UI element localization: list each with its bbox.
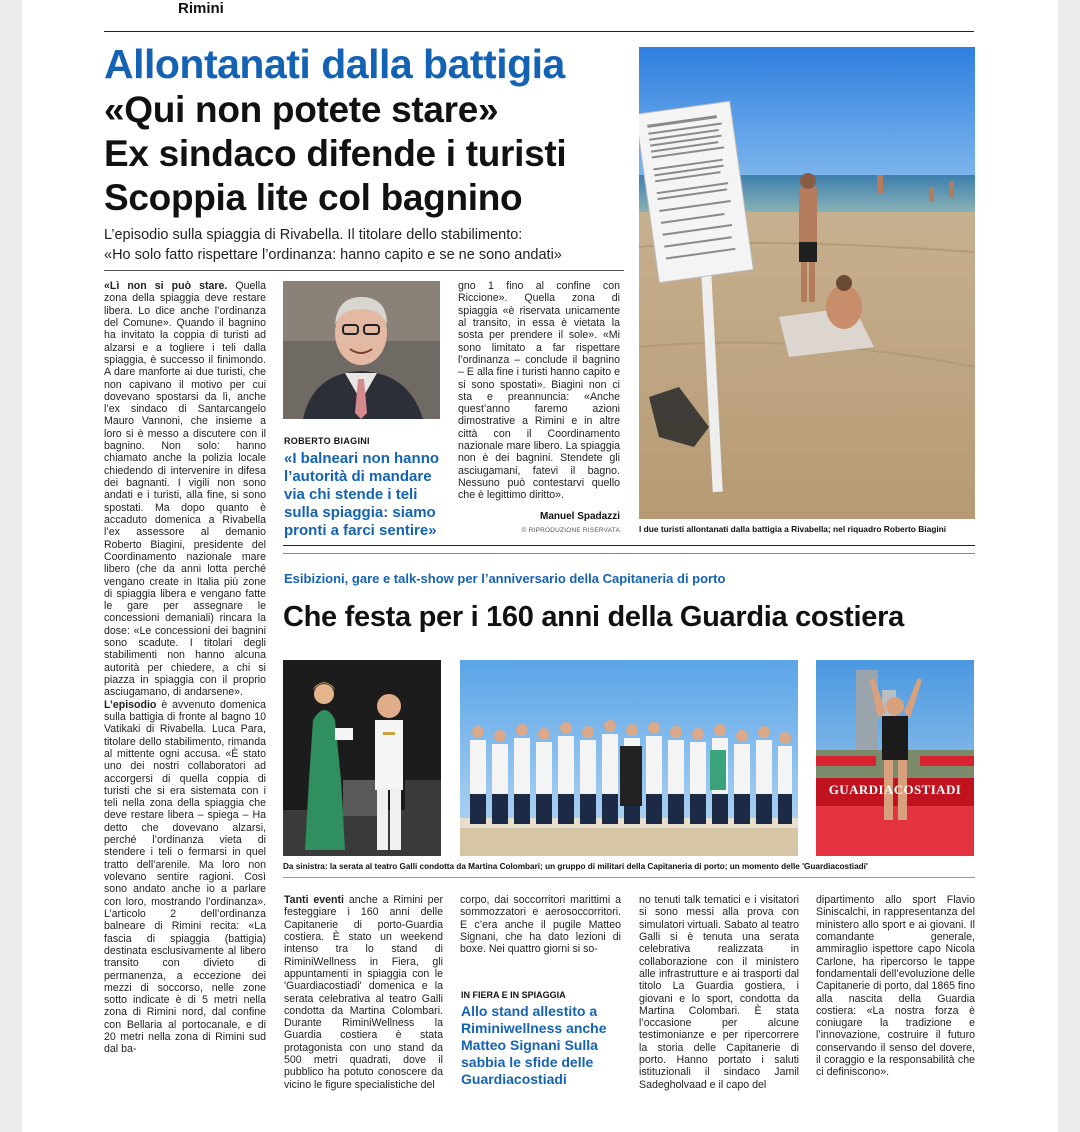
byline: Manuel Spadazzi xyxy=(539,511,620,522)
portrait-role-label: ROBERTO BIAGINI xyxy=(284,436,370,446)
col1-lead: «Lì non si può stare. xyxy=(104,280,228,292)
group-image xyxy=(460,660,798,856)
col1-text-2: è avvenuto domenica sulla battigia di fronte al bagno 10 Vatikaki di Rivabella. Luca Para, titolare dello stabilimento, rimanda al mittente ogni accusa. «È stato uno dei nostri collaboratori ad accorgersi di quella coppia di turisti che si era sistemata con i teli nella zona della spiaggia che deve restare libera – spiega – Ha detto che dovevano alzarsi, perché l’ordinanza vieta di stendere i teli o fermarsi in quel tratto dell’arenile. Ma loro non volevano sentire ragioni. Così sono andato anche io a parlare con loro, mostrando l’ordinanza». L’articolo 2 dell’ordinanza balneare di Rimini recita: «La fascia di spiaggia (battigia) destinata esclusivamente al libero transito con divieto di permanenza, a eccezione dei mezzi di soccorso, nelle zone sotto indicate è di 5 metri nella zona di Rimini nord, dal confine con Bellaria al portocanale, e di 20 metri nella zona di Rimini sud dal ba- xyxy=(104,698,266,1056)
beach-photo-caption: I due turisti allontanati dalla battigia a Rivabella; nel riquadro Roberto Biagini xyxy=(639,524,947,534)
story2-column-3 xyxy=(639,894,799,1092)
subhead-1: L’episodio sulla spiaggia di Rivabella. Il titolare dello stabilimento: xyxy=(104,227,523,243)
story2-column-4 xyxy=(816,894,975,1092)
race-banner-text: GUARDIACOSTIADI xyxy=(828,782,962,797)
story1-column-1 xyxy=(104,280,266,1090)
story-divider-2 xyxy=(283,553,975,554)
pull-quote: «I balneari non hanno l’autorità di mandare via chi stende i teli sulla spiaggia: siamo pronti a farci sentire» xyxy=(284,450,440,539)
story-divider xyxy=(283,545,975,546)
headline-4: Scoppia lite col bagnino xyxy=(104,177,523,218)
story2-col2-text: corpo, dai soccorritori marittimi a sommozzatori e aerosoccorritori. E c’era anche il pugile Matteo Signani, che ha dato lezioni di boxe. Nei quattro giorni si so- xyxy=(460,894,621,956)
story1-column-3 xyxy=(458,280,620,510)
inset-headline: Allo stand allestito a Riminiwellness anche Matteo Signani Sulla sabbia le sfide delle Guardiacostiadi xyxy=(461,1003,607,1087)
story2-kicker: Esibizioni, gare e talk-show per l’anniversario della Capitaneria di porto xyxy=(284,571,726,586)
caption-rule xyxy=(283,877,975,878)
stage-image xyxy=(283,660,441,856)
copyright: © RIPRODUZIONE RISERVATA xyxy=(521,527,620,534)
col3-text: gno 1 fino al confine con Riccione». Quella zona di spiaggia «è riservata unicamente al transito, in essa è vietata la sosta per prendere il sole». «Mi sono limitato a far rispettare l’ordinanza – conclude il bagnino – E alla fine i turisti hanno capito e si sono spostati». Biagini non ci sta e preannuncia: «Anche quest’anno faremo azioni dimostrative a Rimini e in altre città con il Coordinamento nazionale mare libero. La spiaggia non è dei bagnini. Stendete gli asciugamani, fatevi il bagno. Nessuno può contestarvi quello che è legittimo diritto». xyxy=(458,280,620,502)
headline-3: Ex sindaco difende i turisti xyxy=(104,133,567,174)
race-photo xyxy=(816,660,974,856)
story2-photo-caption: Da sinistra: la serata al teatro Galli condotta da Martina Colombari; un gruppo di militari della Capitaneria di porto; un momento delle 'Guardiacostiadi' xyxy=(283,862,868,871)
story2-column-2 xyxy=(460,894,621,974)
group-photo xyxy=(460,660,798,856)
col1-lead-2: L’episodio xyxy=(104,698,157,711)
stage-photo xyxy=(283,660,441,856)
story2-column-1 xyxy=(284,894,443,1092)
section-name: Rimini xyxy=(178,0,224,17)
headline-1: Allontanati dalla battigia xyxy=(104,41,565,87)
subhead-2: «Ho solo fatto rispettare l’ordinanza: hanno capito e se ne sono andati» xyxy=(104,247,562,263)
story2-headline: Che festa per i 160 anni della Guardia costiera xyxy=(283,601,904,633)
beach-photo xyxy=(639,47,975,519)
top-rule xyxy=(104,31,974,32)
story2-col4-text: dipartimento allo sport Flavio Siniscalchi, in rappresentanza del ministero allo sport e ai giovani. Il comandante generale, ammiraglio ispettore capo Nicola Carlone, ha ripercorso le tappe fondamentali dell’evoluzione delle Capitanerie di porto, dal 1865 fino alla nascita della Guardia costiera: «La nostra forza è coniugare la tradizione e l’innovazione, costruire il futuro conservando il senso del dovere, il coraggio e la responsabilità che ci definiscono». xyxy=(816,894,975,1079)
story2-lead: Tanti eventi xyxy=(284,894,345,906)
portrait-image xyxy=(283,281,440,419)
inset-role-label: IN FIERA E IN SPIAGGIA xyxy=(461,990,566,1000)
portrait-photo xyxy=(283,281,440,419)
subhead-rule xyxy=(104,270,624,271)
headline-2: «Qui non potete stare» xyxy=(104,89,499,130)
col1-text: Quella zona della spiaggia deve restare libera. Lo dice anche l’ordinanza del Comune». Quando il bagnino ha invitato la coppia di turisti ad alzarsi e a togliere i teli dalla spiaggia, è successo il finimondo. A dare manforte ai due turisti, che non capivano il motivo per cui dovevano spostarsi da lì, anche l’ex sindaco di Santarcangelo Mauro Vannoni, che insieme a loro si è messo a discutere con il bagnino. Non solo: hanno chiamato anche la polizia locale chiedendo di intervenire in difesa dei bagnanti. I vigili non sono andati e i turisti, alla fine, si sono spostati. Ma dopo quanto è accaduto domenica a Rivabella l’ex assessore al demanio Roberto Biagini, presidente del Coordinamento nazionale mare libero (che da anni lotta perché vengano create in Italia più zone di spiaggia libera e vengano fatte le gare per assegnare le concessioni demaniali) rincara la dose: «Le concessioni dei bagnini sono scadute. I titolari degli stabilimenti non hanno alcuna autorità per chiedere, a chi si piazza in spiaggia con il proprio asciugamano, di andarsene». xyxy=(104,280,266,699)
beach-image xyxy=(639,47,975,519)
story2-col1-text: anche a Rimini per festeggiare i 160 anni delle Capitanerie di porto-Guardia costiera. È stato un weekend intenso tra lo stand di RiminiWellness in Fiera, gli appuntamenti in spiaggia con le 'Guardiacostiadi' domenica e la serata celebrativa al teatro Galli condotta da Martina Colombari. Durante RiminiWellness la Guardia costiera è stata protagonista con uno stand da 500 metri quadrati, dove il pubblico ha potuto conoscere da vicino le figure specialistiche del xyxy=(284,894,443,1091)
story2-col3-text: no tenuti talk tematici e i visitatori si sono messi alla prova con simulatori virtuali. Sabato al teatro Galli si è tenuta una serata celebrativa realizzata in collaborazione con il ministero alle infrastrutture e ai trasporti dal titolo La Guardia gostiera, i giovani e lo sport, condotta da Martina Colombari. È stata l’occasione per alcune testimonianze e per ripercorrere la storia delle Capitanerie di porto. Hanno portato i saluti istituzionali il sindaco Jamil Sadegholvaad e il capo del xyxy=(639,894,799,1091)
race-image xyxy=(816,660,974,856)
